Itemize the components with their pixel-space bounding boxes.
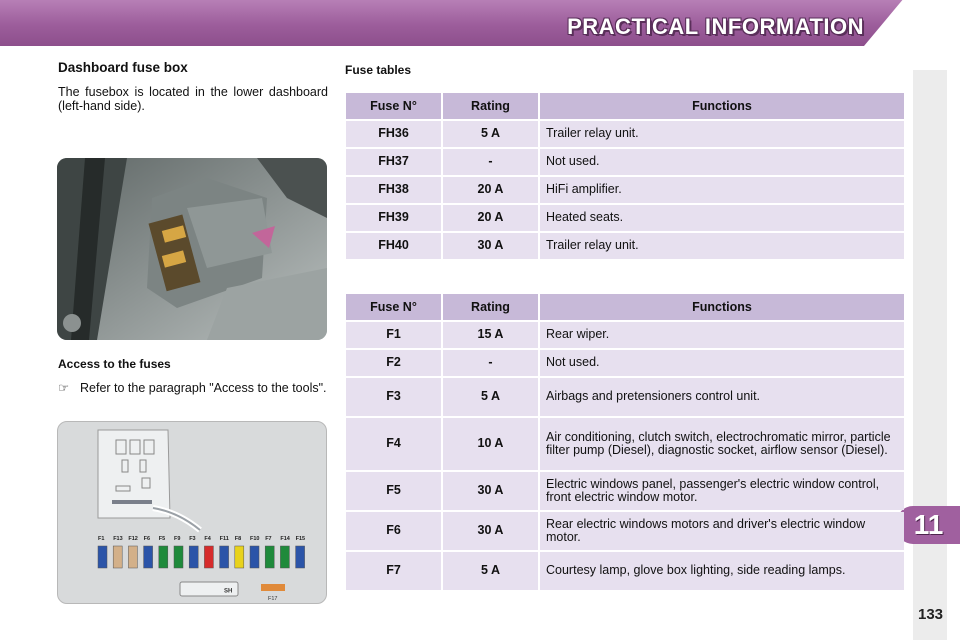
table-row — [346, 233, 904, 259]
table-row — [346, 418, 904, 470]
intro-text: The fusebox is located in the lower dashboard (left-hand side). — [58, 85, 328, 113]
fuse-label: F5 — [158, 536, 166, 542]
fuse-box-diagram-svg — [58, 422, 326, 603]
function-cell: Not used. — [540, 149, 904, 175]
fuse-label: F1 — [98, 536, 105, 542]
fuse-number-cell: FH38 — [346, 177, 441, 203]
fuse-f8 — [235, 546, 244, 568]
fuse-f7 — [265, 546, 274, 568]
fuse-f9 — [174, 546, 183, 568]
fuse-label: F13 — [113, 536, 123, 542]
rating-cell: 5 A — [443, 552, 538, 590]
column-header-functions: Functions — [540, 294, 904, 320]
fuse-f10 — [250, 546, 259, 568]
fuse-number-cell: F4 — [346, 418, 441, 470]
dashboard-photo — [57, 158, 327, 340]
table-row — [346, 512, 904, 550]
fuse-label: F3 — [189, 536, 196, 542]
fuse-label: F12 — [128, 536, 138, 542]
rating-cell: 20 A — [443, 177, 538, 203]
fuse-label: F9 — [174, 536, 181, 542]
table-row — [346, 205, 904, 231]
rating-cell: - — [443, 149, 538, 175]
rating-cell: 5 A — [443, 378, 538, 416]
dashboard-photo-illustration — [57, 158, 327, 340]
table-row — [346, 472, 904, 510]
column-header-rating: Rating — [443, 294, 538, 320]
fuse-label: F7 — [265, 536, 272, 542]
page-number: 133 — [918, 606, 944, 623]
page-header — [0, 0, 960, 46]
fuse-f3 — [189, 546, 198, 568]
fuse-number-cell: FH37 — [346, 149, 441, 175]
function-cell: Trailer relay unit. — [540, 233, 904, 259]
column-header-functions: Functions — [540, 93, 904, 119]
section-title: Dashboard fuse box — [58, 60, 188, 75]
fuse-box-diagram — [57, 421, 327, 604]
fuse-table-fh — [344, 91, 906, 261]
fuse-number-cell: F2 — [346, 350, 441, 376]
table-row — [346, 552, 904, 590]
rating-cell: 20 A — [443, 205, 538, 231]
function-cell: Heated seats. — [540, 205, 904, 231]
fuse-f12 — [128, 546, 137, 568]
function-cell: Courtesy lamp, glove box lighting, side reading lamps. — [540, 552, 904, 590]
fuse-label: F14 — [280, 536, 290, 542]
table-row — [346, 177, 904, 203]
fuse-number-cell: F3 — [346, 378, 441, 416]
rating-cell: 30 A — [443, 233, 538, 259]
fuse-number-cell: F5 — [346, 472, 441, 510]
access-title: Access to the fuses — [58, 357, 171, 371]
fuse-label: F6 — [143, 536, 151, 542]
fuse-label: F10 — [250, 536, 260, 542]
fuse-number-cell: F6 — [346, 512, 441, 550]
rating-cell: 15 A — [443, 322, 538, 348]
fuse-f6 — [144, 546, 153, 568]
rating-cell: 10 A — [443, 418, 538, 470]
fuse-number-cell: FH39 — [346, 205, 441, 231]
function-cell: Not used. — [540, 350, 904, 376]
function-cell: HiFi amplifier. — [540, 177, 904, 203]
chapter-tab: 11 — [897, 506, 960, 544]
fuse-label: F4 — [204, 536, 211, 542]
fuse-label: F15 — [295, 536, 306, 542]
fuse-f15 — [296, 546, 305, 568]
access-text: Refer to the paragraph "Access to the tools". — [80, 381, 327, 395]
header-corner — [864, 0, 960, 46]
shunt-label: SH — [224, 588, 233, 595]
table-row — [346, 350, 904, 376]
table-row — [346, 378, 904, 416]
rating-cell: 5 A — [443, 121, 538, 147]
fuse-number-cell: F7 — [346, 552, 441, 590]
fuse-tables-title: Fuse tables — [345, 63, 412, 77]
function-cell: Electric windows panel, passenger's electric window control, front electric window motor. — [540, 472, 904, 510]
rating-cell: 30 A — [443, 512, 538, 550]
table-row — [346, 322, 904, 348]
fuse-label: F8 — [234, 536, 242, 542]
left-column — [58, 60, 328, 113]
fuse-f14 — [280, 546, 289, 568]
fuse-f13 — [113, 546, 122, 568]
access-instruction — [58, 381, 328, 395]
fuse-f17-label: F17 — [268, 596, 278, 602]
table-row — [346, 121, 904, 147]
column-header-fuse: Fuse N° — [346, 93, 441, 119]
column-header-fuse: Fuse N° — [346, 294, 441, 320]
function-cell: Air conditioning, clutch switch, electrochromatic mirror, particle filter pump (Diesel), diagnostic socket, airflow sensor (Diesel). — [540, 418, 904, 470]
fuse-f4 — [204, 546, 213, 568]
fuse-label: F11 — [219, 536, 229, 542]
table-header-row — [346, 93, 904, 119]
function-cell: Rear wiper. — [540, 322, 904, 348]
fuse-number-cell: FH36 — [346, 121, 441, 147]
function-cell: Rear electric windows motors and driver's electric window motor. — [540, 512, 904, 550]
page-header-title: PRACTICAL INFORMATION — [567, 14, 864, 39]
fuse-f17 — [261, 584, 285, 591]
side-strip — [913, 70, 947, 640]
fuse-table-f — [344, 292, 906, 592]
pointing-hand-icon: ☞ — [58, 381, 70, 395]
table-header-row — [346, 294, 904, 320]
column-header-rating: Rating — [443, 93, 538, 119]
fuse-f5 — [159, 546, 168, 568]
table-row — [346, 149, 904, 175]
fuse-f1 — [98, 546, 107, 568]
function-cell: Trailer relay unit. — [540, 121, 904, 147]
fuse-number-cell: FH40 — [346, 233, 441, 259]
rating-cell: 30 A — [443, 472, 538, 510]
rating-cell: - — [443, 350, 538, 376]
fuse-f11 — [220, 546, 229, 568]
fuse-number-cell: F1 — [346, 322, 441, 348]
function-cell: Airbags and pretensioners control unit. — [540, 378, 904, 416]
